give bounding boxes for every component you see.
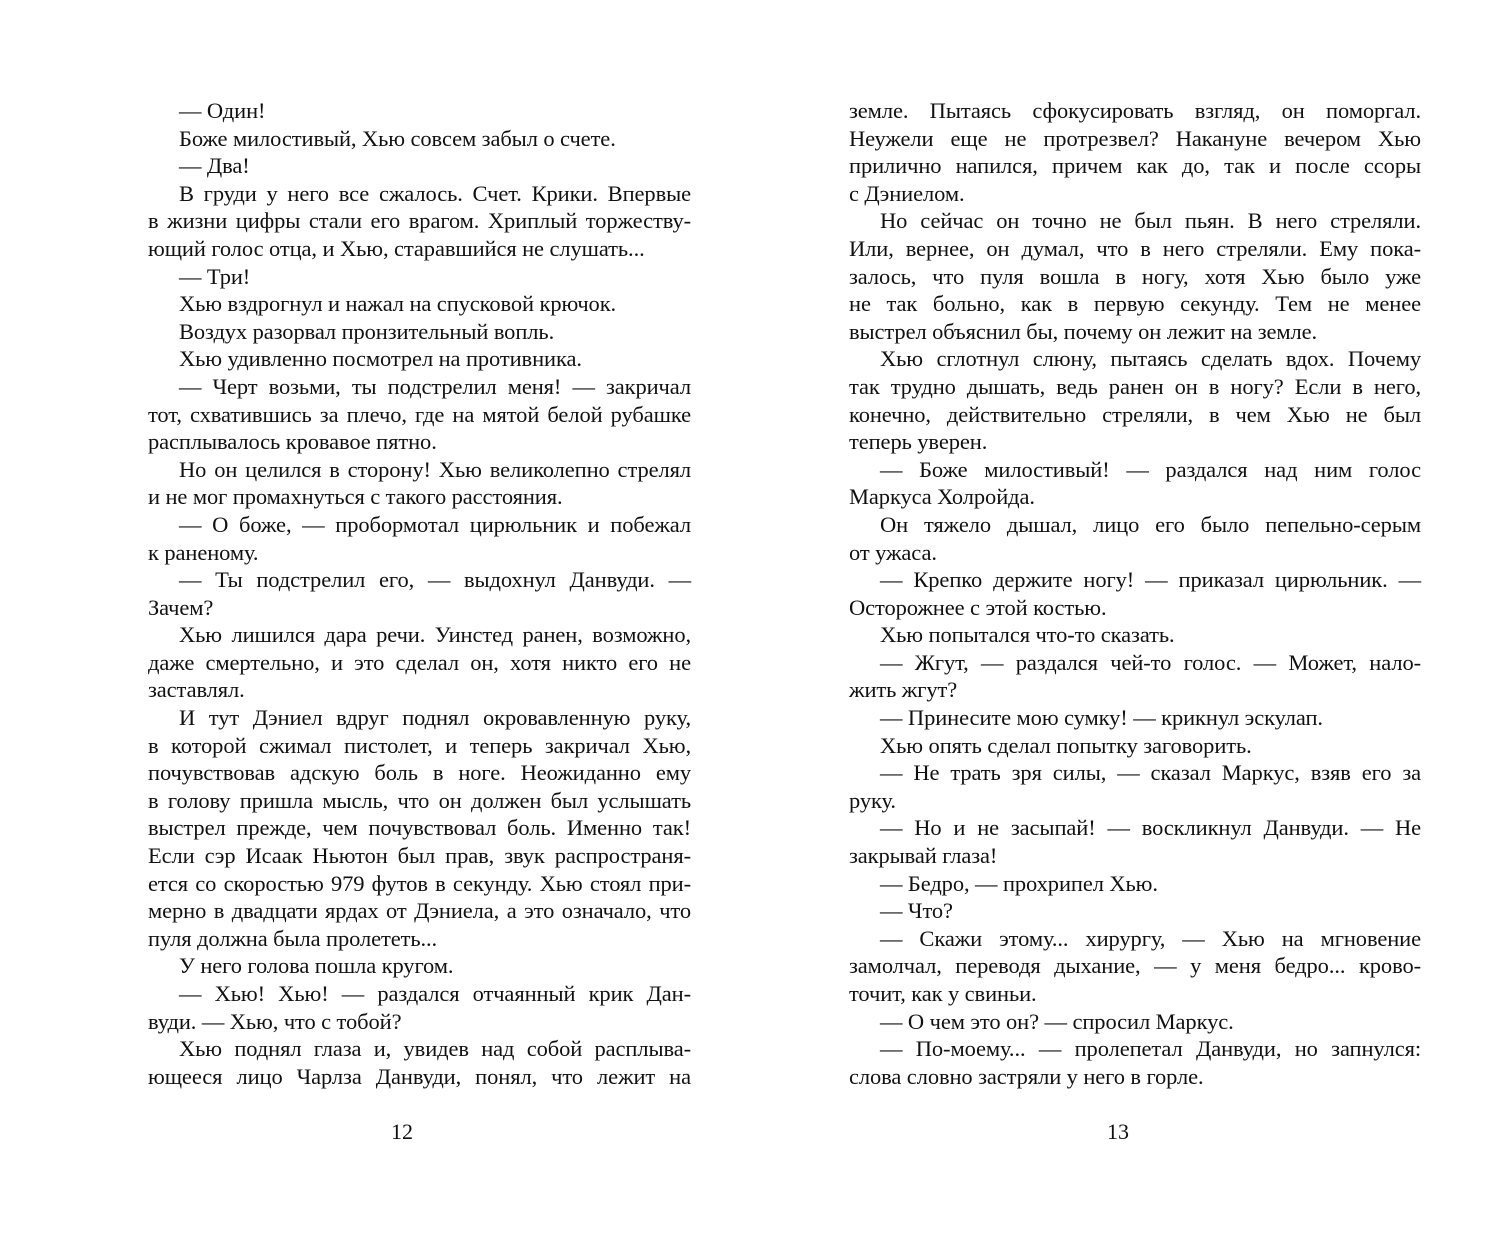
- text-line: — О боже, — пробормотал цирюльник и побежал: [179, 511, 691, 537]
- text-line: — Бедро, — прохрипел Хью.: [880, 870, 1158, 896]
- text-line: Маркуса Холройда.: [849, 484, 1035, 510]
- text-line: — Три!: [179, 263, 251, 289]
- text-line: залось, что пуля вошла в ногу, хотя Хью было уже: [849, 263, 1421, 289]
- text-line: — Жгут, — раздался чей-то голос. — Может, нало-: [880, 649, 1421, 675]
- text-line: В груди у него все сжалось. Счет. Крики. Впервые: [179, 180, 691, 206]
- text-line: И тут Дэниел вдруг поднял окровавленную руку,: [179, 705, 691, 731]
- text-line: в жизни цифры стали его врагом. Хриплый торжеству-: [148, 208, 691, 234]
- text-line: Воздух разорвал пронзительный вопль.: [179, 318, 555, 344]
- text-line: — Но и не засыпай! — воскликнул Данвуди. — Не: [880, 815, 1421, 841]
- text-line: почувствовав адскую боль в ноге. Неожиданно ему: [148, 760, 691, 786]
- text-line: — Хью! Хью! — раздался отчаянный крик Дан-: [179, 981, 691, 1006]
- text-line: не так больно, как в первую секунду. Тем не менее: [849, 291, 1421, 317]
- text-line: — Ты подстрелил его, — выдохнул Данвуди. —: [179, 567, 691, 593]
- page-number-right: 13: [1107, 1119, 1129, 1144]
- text-line: к раненому.: [148, 539, 259, 565]
- text-line: руку.: [849, 787, 896, 813]
- text-line: прилично напился, причем как до, так и после ссоры: [849, 153, 1421, 179]
- text-line: Он тяжело дышал, лицо его было пепельно-серым: [880, 511, 1421, 537]
- text-line: Хью поднял глаза и, увидев над собой расплыва-: [179, 1036, 691, 1062]
- text-line: Или, вернее, он думал, что в него стреляли. Ему пока-: [849, 235, 1421, 261]
- text-line: — О чем это он? — спросил Маркус.: [880, 1008, 1234, 1034]
- text-line: Неужели еще не протрезвел? Накануне вечером Хью: [849, 125, 1421, 151]
- text-line: ющееся лицо Чарлза Данвуди, понял, что лежит на: [148, 1063, 691, 1089]
- text-line: теперь уверен.: [849, 429, 988, 455]
- text-line: жить жгут?: [849, 677, 958, 703]
- text-line: в которой сжимал пистолет, и теперь закричал Хью,: [148, 732, 691, 758]
- text-line: Если сэр Исаак Ньютон был прав, звук распространя-: [148, 843, 691, 869]
- text-line: вуди. — Хью, что с тобой?: [148, 1008, 402, 1034]
- text-line: мерно в двадцати ярдах от Дэниела, а это означало, что: [148, 898, 691, 924]
- text-line: выстрел прежде, чем почувствовал боль. Именно так!: [148, 815, 691, 841]
- text-line: Зачем?: [148, 594, 214, 620]
- text-line: — Принесите мою сумку! — крикнул эскулап.: [880, 705, 1323, 731]
- text-line: Хью вздрогнул и нажал на спусковой крючок.: [179, 291, 617, 317]
- text-line: Хью лишился дара речи. Уинстед ранен, возможно,: [179, 622, 691, 648]
- text-line: расплывалось кровавое пятно.: [148, 429, 437, 455]
- text-line: тот, схватившись за плечо, где на мятой белой рубашке: [148, 401, 691, 427]
- text-line: слова словно застряли у него в горле.: [849, 1063, 1204, 1089]
- text-line: У него голова пошла кругом.: [179, 953, 454, 979]
- text-line: заставлял.: [148, 677, 245, 703]
- text-line: — По-моему... — пролепетал Данвуди, но запнулся:: [880, 1036, 1421, 1062]
- text-line: Хью попытался что-то сказать.: [880, 622, 1175, 648]
- text-line: Боже милостивый, Хью совсем забыл о счете.: [179, 125, 616, 151]
- text-line: точит, как у свиньи.: [849, 981, 1037, 1006]
- text-line: в голову пришла мысль, что он должен был услышать: [148, 787, 691, 813]
- text-line: ется со скоростью 979 футов в секунду. Хью стоял при-: [148, 870, 691, 896]
- text-line: Осторожнее с этой костью.: [849, 594, 1107, 620]
- page-number-left: 12: [391, 1119, 413, 1144]
- text-line: — Скажи этому... хирургу, — Хью на мгновение: [880, 925, 1421, 951]
- text-line: — Что?: [880, 898, 953, 924]
- text-line: Хью опять сделал попытку заговорить.: [880, 732, 1252, 758]
- text-line: земле. Пытаясь сфокусировать взгляд, он поморгал.: [849, 98, 1421, 123]
- text-line: Хью сглотнул слюну, пытаясь сделать вдох. Почему: [880, 346, 1421, 372]
- text-line: закрывай глаза!: [849, 843, 998, 869]
- right-page: [849, 97, 1421, 1090]
- text-line: ющий голос отца, и Хью, старавшийся не слушать...: [148, 235, 645, 261]
- text-line: даже смертельно, и это сделал он, хотя никто его не: [148, 649, 691, 675]
- text-line: пуля должна была пролететь...: [148, 925, 438, 951]
- text-line: и не мог промахнуться с такого расстояния.: [148, 484, 563, 510]
- text-line: — Два!: [179, 153, 250, 179]
- text-line: — Не трать зря силы, — сказал Маркус, взяв его за: [880, 760, 1421, 786]
- text-line: Хью удивленно посмотрел на противника.: [179, 346, 582, 372]
- text-line: от ужаса.: [849, 539, 937, 565]
- text-line: с Дэниелом.: [849, 180, 965, 206]
- text-line: — Черт возьми, ты подстрелил меня! — закричал: [179, 373, 691, 399]
- text-line: замолчал, переводя дыхание, — у меня бедро... крово-: [849, 953, 1421, 979]
- text-line: — Крепко держите ногу! — приказал цирюльник. —: [880, 567, 1421, 593]
- text-line: — Один!: [179, 98, 266, 123]
- text-line: Но он целился в сторону! Хью великолепно стрелял: [179, 456, 691, 482]
- text-line: Но сейчас он точно не был пьян. В него стреляли.: [880, 208, 1421, 234]
- left-page: [148, 97, 691, 1090]
- text-line: — Боже милостивый! — раздался над ним голос: [880, 456, 1421, 482]
- text-line: так трудно дышать, ведь ранен он в ногу? Если в него,: [849, 373, 1421, 399]
- text-line: конечно, действительно стреляли, в чем Хью не был: [849, 401, 1421, 427]
- text-line: выстрел объяснил бы, почему он лежит на земле.: [849, 318, 1318, 344]
